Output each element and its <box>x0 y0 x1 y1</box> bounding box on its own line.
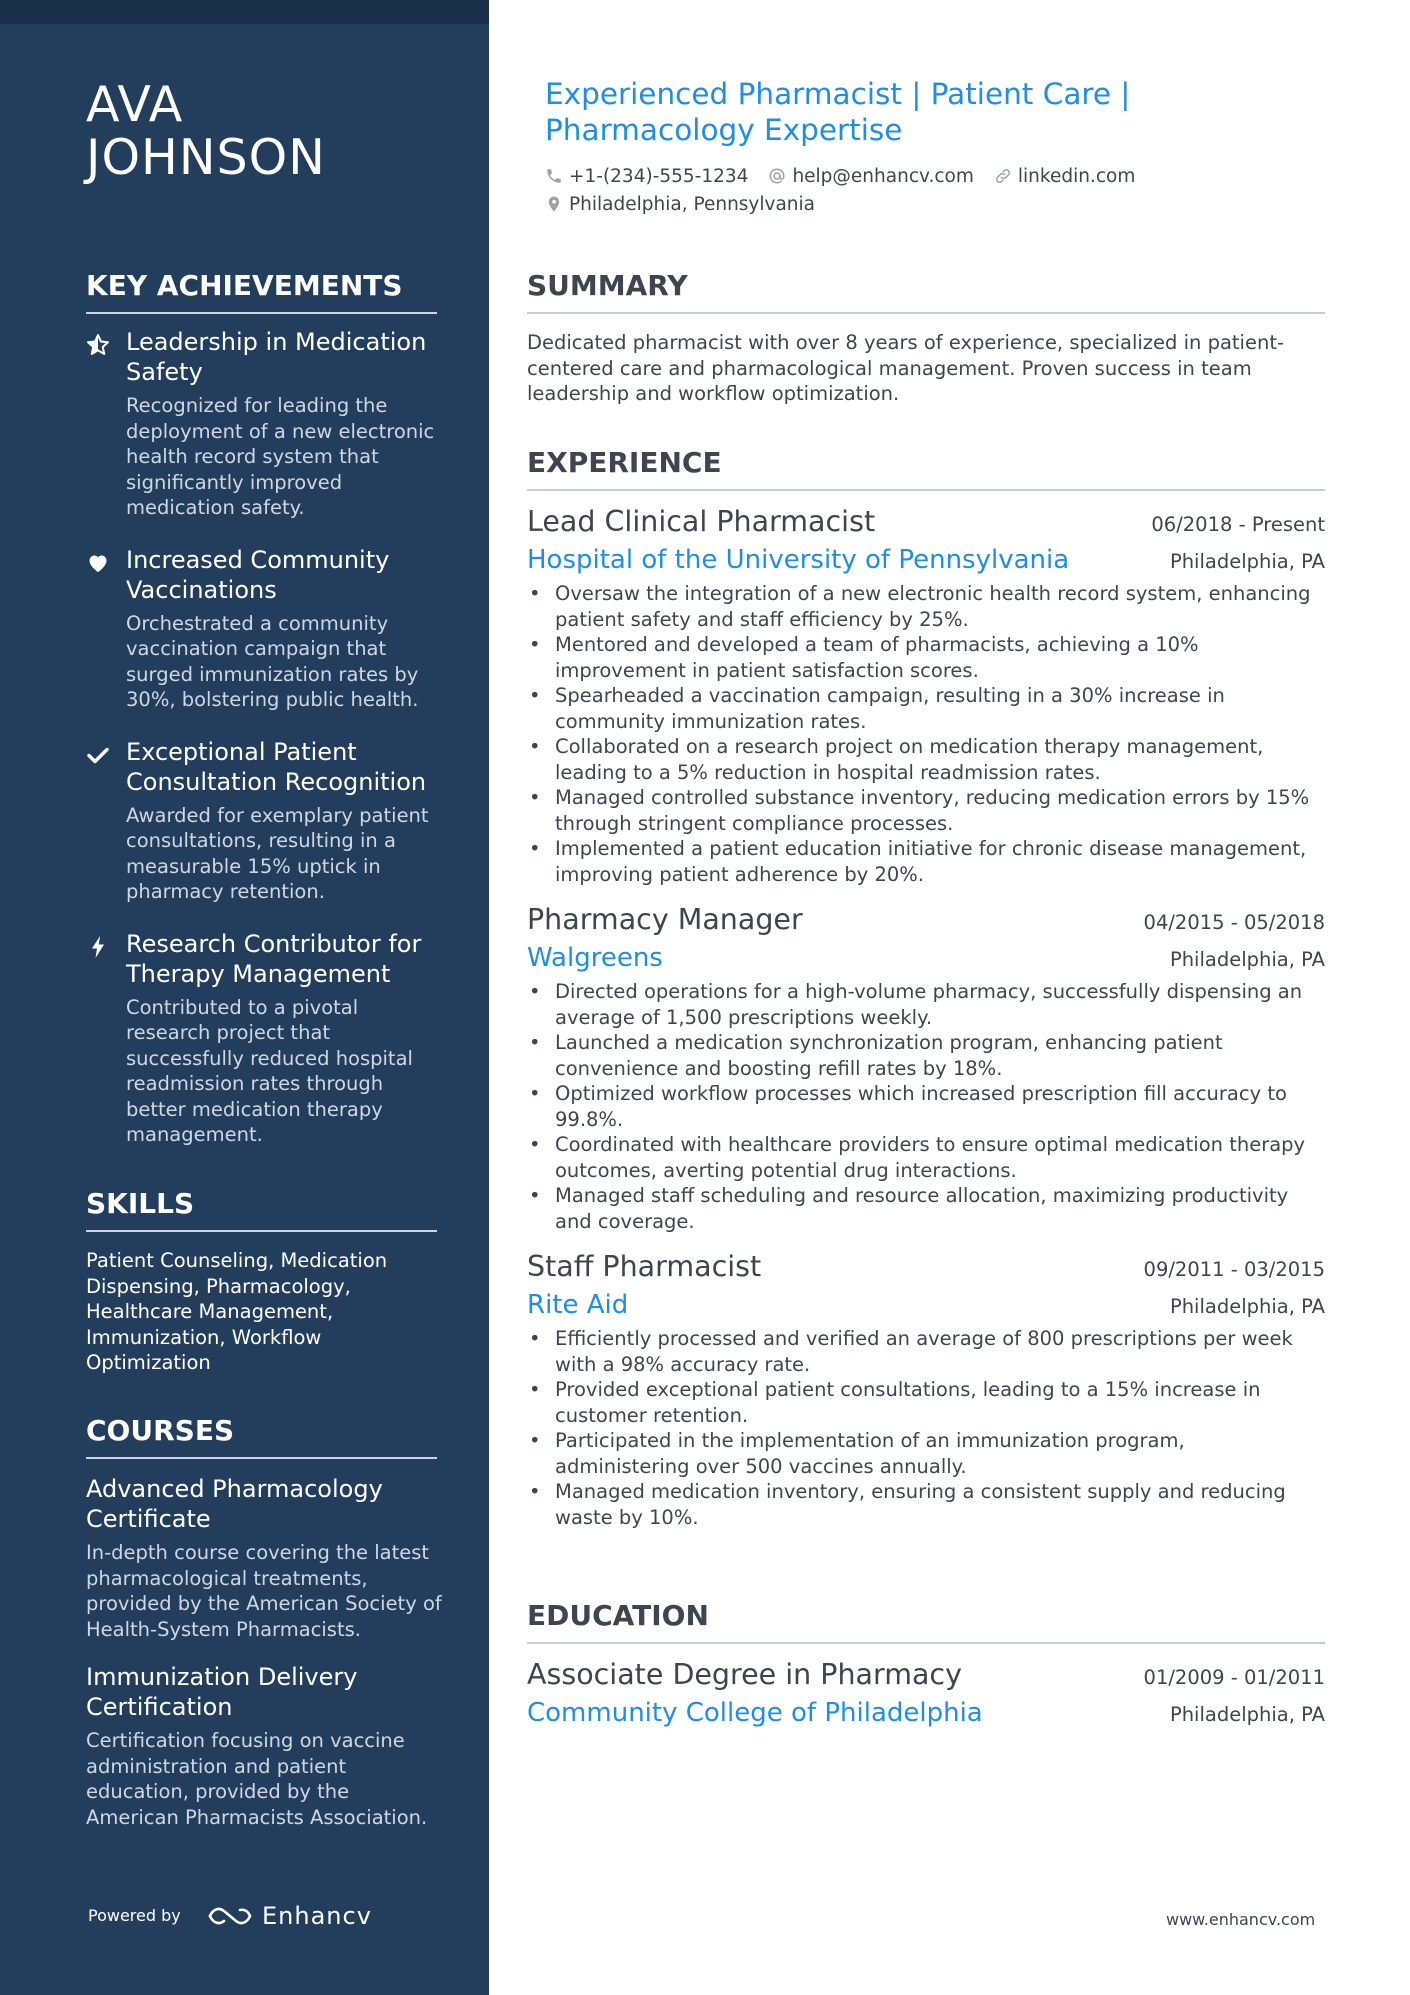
achievement-title: Exceptional Patient Consultation Recognition <box>126 737 427 796</box>
first-name: AVA <box>86 76 184 133</box>
achievement-title: Research Contributor for Therapy Management <box>126 929 422 988</box>
education-subheader <box>527 1696 1325 1730</box>
job-bullet: • Spearheaded a vaccination campaign, resulting in a 30% increase in community immunization rates. <box>527 683 1325 734</box>
sidebar-top-bar <box>0 0 489 24</box>
education-header <box>527 1656 1325 1694</box>
skills-heading: SKILLS <box>86 1186 437 1232</box>
last-name: JOHNSON <box>86 129 326 186</box>
enhancv-logo[interactable] <box>206 1900 372 1932</box>
courses-list <box>86 1474 446 1850</box>
job-subheader <box>527 543 1325 577</box>
school-name: Community College of Philadelphia <box>527 1698 983 1728</box>
sidebar <box>0 0 489 1995</box>
achievement-desc: Recognized for leading the deployment of a new electronic health record system that significantly improved medication safety. <box>126 394 435 519</box>
job-subheader <box>527 1288 1325 1322</box>
achievement-item <box>86 737 446 905</box>
lightning-icon <box>86 935 110 959</box>
job-location: Philadelphia, PA <box>1169 1295 1325 1318</box>
achievement-desc: Awarded for exemplary patient consultations, resulting in a measurable 15% uptick in pharmacy retention. <box>126 803 429 903</box>
job-entry <box>527 1248 1325 1530</box>
job-bullet: • Provided exceptional patient consultations, leading to a 15% increase in customer retention. <box>527 1377 1325 1428</box>
education-dates: 01/2009 - 01/2011 <box>1143 1666 1325 1689</box>
job-bullet: • Efficiently processed and verified an average of 800 prescriptions per week with a 98% accuracy rate. <box>527 1326 1325 1377</box>
job-bullet: • Optimized workflow processes which increased prescription fill accuracy to 99.8%. <box>527 1081 1325 1132</box>
location-pin-icon <box>545 195 563 213</box>
job-dates: 09/2011 - 03/2015 <box>1143 1258 1325 1281</box>
job-company: Hospital of the University of Pennsylvania <box>527 545 1070 575</box>
course-desc: Certification focusing on vaccine administration and patient education, provided by the American Pharmacists Association. <box>86 1729 428 1829</box>
job-title: Staff Pharmacist <box>527 1250 762 1283</box>
contact-row <box>545 162 1305 190</box>
at-icon <box>768 167 786 185</box>
job-bullet: • Participated in the implementation of an immunization program, administering over 500 vaccines annually. <box>527 1428 1325 1479</box>
headline: Experienced Pharmacist | Patient Care | Pharmacology Expertise <box>545 77 1131 147</box>
job-dates: 04/2015 - 05/2018 <box>1143 911 1325 934</box>
location-contact <box>545 194 815 215</box>
achievement-desc: Orchestrated a community vaccination campaign that surged immunization rates by 30%, bolstering public health. <box>126 611 419 711</box>
job-bullet: • Managed medication inventory, ensuring a consistent supply and reducing waste by 10%. <box>527 1479 1325 1530</box>
email-text: help@enhancv.com <box>792 165 974 187</box>
powered-by-label: Powered by <box>88 1906 181 1925</box>
job-bullet: • Collaborated on a research project on medication therapy management, leading to a 5% reduction in hospital readmission rates. <box>527 734 1325 785</box>
linkedin-text: linkedin.com <box>1017 165 1136 187</box>
job-header <box>527 1248 1325 1286</box>
achievement-desc: Contributed to a pivotal research project that successfully reduced hospital readmission rates through better medication therapy management. <box>126 995 413 1146</box>
experience-list <box>527 503 1325 1544</box>
phone-text: +1-(234)-555-1234 <box>569 165 749 187</box>
linkedin-contact[interactable] <box>994 166 1135 187</box>
skills-list: Patient Counseling, Medication Dispensing, Pharmacology, Healthcare Management, Immunization, Workflow Optimization <box>86 1249 388 1374</box>
job-location: Philadelphia, PA <box>1169 948 1325 971</box>
job-company: Rite Aid <box>527 1290 629 1320</box>
job-company: Walgreens <box>527 943 663 973</box>
heart-icon <box>86 551 110 575</box>
experience-heading: EXPERIENCE <box>527 445 1325 491</box>
job-bullet: • Launched a medication synchronization program, enhancing patient convenience and boosting refill rates by 18%. <box>527 1030 1325 1081</box>
job-header <box>527 901 1325 939</box>
job-dates: 06/2018 - Present <box>1151 513 1325 536</box>
main-content <box>527 0 1325 1995</box>
job-title: Lead Clinical Pharmacist <box>527 505 876 538</box>
enhancv-wordmark: Enhancv <box>262 1902 372 1930</box>
achievement-title: Leadership in Medication Safety <box>126 328 427 386</box>
contact-row <box>545 190 1305 218</box>
summary-heading: SUMMARY <box>527 268 1325 314</box>
job-bullets <box>527 581 1325 887</box>
course-item <box>86 1662 446 1830</box>
education-entry <box>527 1656 1325 1730</box>
job-bullets <box>527 1326 1325 1530</box>
achievement-item <box>86 327 446 521</box>
course-title: Immunization Delivery Certification <box>86 1663 358 1721</box>
check-icon <box>86 743 110 767</box>
job-bullet: • Oversaw the integration of a new electronic health record system, enhancing patient safety and staff efficiency by 25%. <box>527 581 1325 632</box>
job-bullet: • Managed staff scheduling and resource allocation, maximizing productivity and coverage. <box>527 1183 1325 1234</box>
summary-text: Dedicated pharmacist with over 8 years of experience, specialized in patient-centered care and pharmacological management. Proven success in team leadership and workflow optimization. <box>527 331 1285 405</box>
education-heading: EDUCATION <box>527 1598 1325 1644</box>
job-bullets <box>527 979 1325 1234</box>
job-bullet: • Implemented a patient education initiative for chronic disease management, improving patient adherence by 20%. <box>527 836 1325 887</box>
phone-contact[interactable] <box>545 166 748 187</box>
phone-icon <box>545 167 563 185</box>
job-bullet: • Managed controlled substance inventory, reducing medication errors by 15% through stringent compliance processes. <box>527 785 1325 836</box>
candidate-name <box>86 78 466 184</box>
achievement-title: Increased Community Vaccinations <box>126 545 390 604</box>
job-entry <box>527 901 1325 1234</box>
job-subheader <box>527 941 1325 975</box>
job-location: Philadelphia, PA <box>1169 550 1325 573</box>
degree-title: Associate Degree in Pharmacy <box>527 1658 962 1691</box>
education-location: Philadelphia, PA <box>1169 1703 1325 1726</box>
course-desc: In-depth course covering the latest pharmacological treatments, provided by the American Society of Health-System Pharmacists. <box>86 1541 442 1641</box>
location-text: Philadelphia, Pennsylvania <box>569 193 816 215</box>
course-item <box>86 1474 446 1642</box>
achievement-item <box>86 929 446 1148</box>
star-half-icon <box>86 333 110 357</box>
email-contact[interactable] <box>768 166 973 187</box>
achievement-item <box>86 545 446 713</box>
enhancv-logo-icon <box>206 1903 254 1929</box>
contact-info <box>545 162 1305 218</box>
achievements-heading: KEY ACHIEVEMENTS <box>86 268 437 314</box>
course-title: Advanced Pharmacology Certificate <box>86 1475 383 1533</box>
job-bullet: • Directed operations for a high-volume pharmacy, successfully dispensing an average of 1,500 prescriptions weekly. <box>527 979 1325 1030</box>
job-title: Pharmacy Manager <box>527 903 803 936</box>
job-header <box>527 503 1325 541</box>
link-icon <box>994 167 1012 185</box>
job-bullet: • Mentored and developed a team of pharmacists, achieving a 10% improvement in patient satisfaction scores. <box>527 632 1325 683</box>
job-entry <box>527 503 1325 887</box>
achievements-list <box>86 327 446 1172</box>
job-bullet: • Coordinated with healthcare providers to ensure optimal medication therapy outcomes, averting potential drug interactions. <box>527 1132 1325 1183</box>
footer-website-link[interactable]: www.enhancv.com <box>1166 1910 1316 1929</box>
courses-heading: COURSES <box>86 1413 437 1459</box>
